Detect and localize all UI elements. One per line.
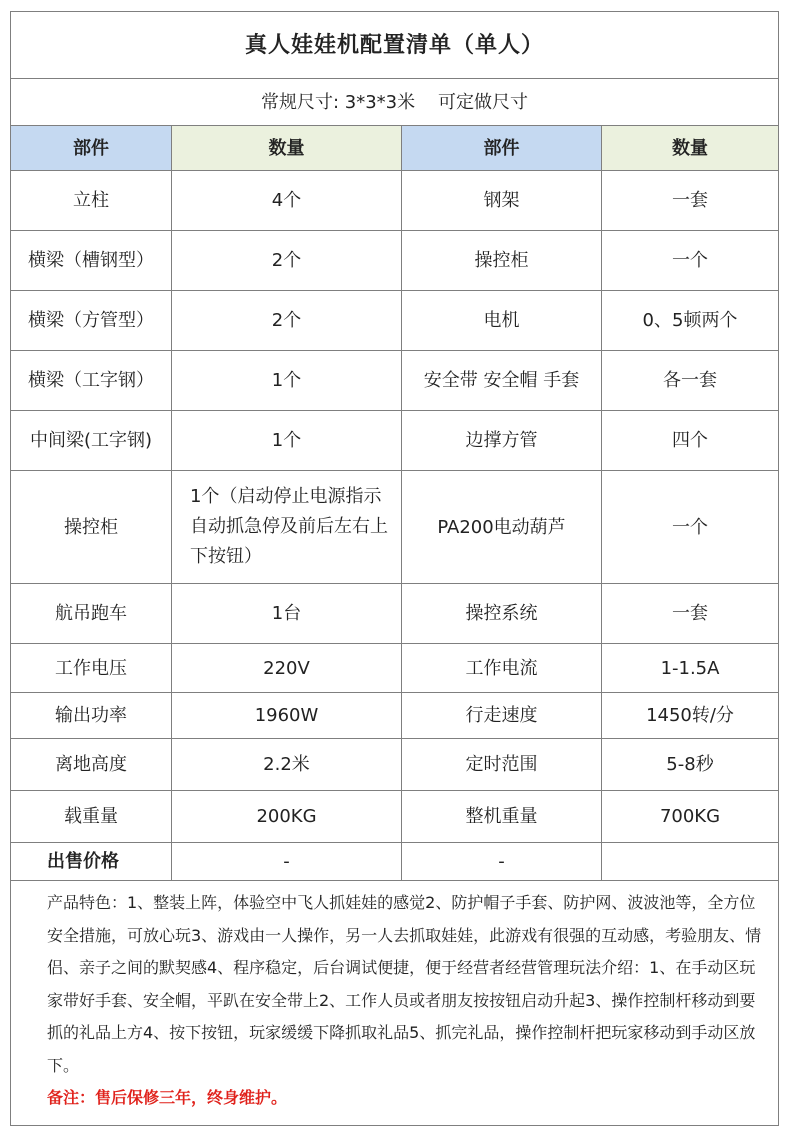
- part-cell: 安全带 安全帽 手套: [402, 351, 602, 411]
- qty-cell: 2个: [172, 231, 402, 291]
- qty-cell: 1台: [172, 584, 402, 644]
- header-qty-2: 数量: [602, 126, 779, 171]
- part-cell: 操控系统: [402, 584, 602, 644]
- part-cell: 操控柜: [11, 471, 172, 584]
- part-cell: 输出功率: [11, 693, 172, 739]
- qty-cell: 各一套: [602, 351, 779, 411]
- part-cell: 立柱: [11, 171, 172, 231]
- qty-cell: 1-1.5A: [602, 644, 779, 693]
- price-cell: -: [402, 843, 602, 881]
- config-sheet: [10, 11, 778, 1126]
- part-cell: 定时范围: [402, 739, 602, 791]
- qty-cell: 一套: [602, 584, 779, 644]
- header-row: [11, 126, 779, 171]
- part-cell: 钢架: [402, 171, 602, 231]
- notes-cell: [11, 881, 779, 1126]
- part-cell: 中间梁(工字钢): [11, 411, 172, 471]
- part-cell: 边撑方管: [402, 411, 602, 471]
- part-cell: 操控柜: [402, 231, 602, 291]
- qty-cell: 2.2米: [172, 739, 402, 791]
- part-cell: 横梁（方管型）: [11, 291, 172, 351]
- part-cell: 工作电流: [402, 644, 602, 693]
- qty-cell: 5-8秒: [602, 739, 779, 791]
- product-description: 产品特色：1、整装上阵，体验空中飞人抓娃娃的感觉2、防护帽子手套、防护网、波波池等，全方位安全措施，可放心玩3、游戏由一人操作，另一人去抓取娃娃，此游戏有很强的互动感，考验朋友、情侣、亲子之间的默契感4、程序稳定，后台调试便捷，便于经营者经营管理玩法介绍：1、在手动区玩家带好手套、安全帽，平趴在安全带上2、工作人员或者朋友按按钮启动升起3、操作控制杆移动到要抓的礼品上方4、按下按钮，玩家缓缓下降抓取礼品5、抓完礼品，操作控制杆把玩家移动到手动区放下。: [47, 893, 762, 1075]
- header-qty-1: 数量: [172, 126, 402, 171]
- table-row: [11, 351, 779, 411]
- qty-cell: 1960W: [172, 693, 402, 739]
- notes-row: [11, 881, 779, 1126]
- part-cell: 工作电压: [11, 644, 172, 693]
- qty-cell: 1450转/分: [602, 693, 779, 739]
- price-cell: -: [172, 843, 402, 881]
- table-row: [11, 584, 779, 644]
- table-row: [11, 644, 779, 693]
- table-row: [11, 791, 779, 843]
- price-label: 出售价格: [11, 843, 172, 881]
- price-row: [11, 843, 779, 881]
- qty-cell: 一个: [602, 231, 779, 291]
- table-row: [11, 171, 779, 231]
- qty-cell: 一个: [602, 471, 779, 584]
- qty-cell: 200KG: [172, 791, 402, 843]
- page-title: 真人娃娃机配置清单（单人）: [11, 12, 779, 79]
- qty-cell: 一套: [602, 171, 779, 231]
- part-cell: 电机: [402, 291, 602, 351]
- header-part-2: 部件: [402, 126, 602, 171]
- part-cell: 航吊跑车: [11, 584, 172, 644]
- qty-cell: 0、5顿两个: [602, 291, 779, 351]
- table-row: [11, 231, 779, 291]
- table-row: [11, 411, 779, 471]
- table-row: [11, 471, 779, 584]
- table-row: [11, 693, 779, 739]
- part-cell: 载重量: [11, 791, 172, 843]
- qty-cell: 1个: [172, 351, 402, 411]
- subtitle-row: [11, 79, 779, 126]
- part-cell: 整机重量: [402, 791, 602, 843]
- part-cell: 离地高度: [11, 739, 172, 791]
- table-row: [11, 291, 779, 351]
- title-row: [11, 12, 779, 79]
- part-cell: 横梁（槽钢型）: [11, 231, 172, 291]
- part-cell: 行走速度: [402, 693, 602, 739]
- price-cell: [602, 843, 779, 881]
- qty-cell: 1个: [172, 411, 402, 471]
- qty-cell: 四个: [602, 411, 779, 471]
- table-row: [11, 739, 779, 791]
- part-cell: 横梁（工字钢）: [11, 351, 172, 411]
- part-cell: PA200电动葫芦: [402, 471, 602, 584]
- qty-cell: 700KG: [602, 791, 779, 843]
- config-table: [10, 11, 779, 1126]
- qty-cell: 220V: [172, 644, 402, 693]
- qty-cell: 1个（启动停止电源指示自动抓急停及前后左右上下按钮）: [172, 471, 402, 584]
- remark-text: 备注：售后保修三年，终身维护。: [47, 1088, 288, 1107]
- qty-cell: 4个: [172, 171, 402, 231]
- header-part-1: 部件: [11, 126, 172, 171]
- qty-cell: 2个: [172, 291, 402, 351]
- size-subtitle: 常规尺寸: 3*3*3米 可定做尺寸: [11, 79, 779, 126]
